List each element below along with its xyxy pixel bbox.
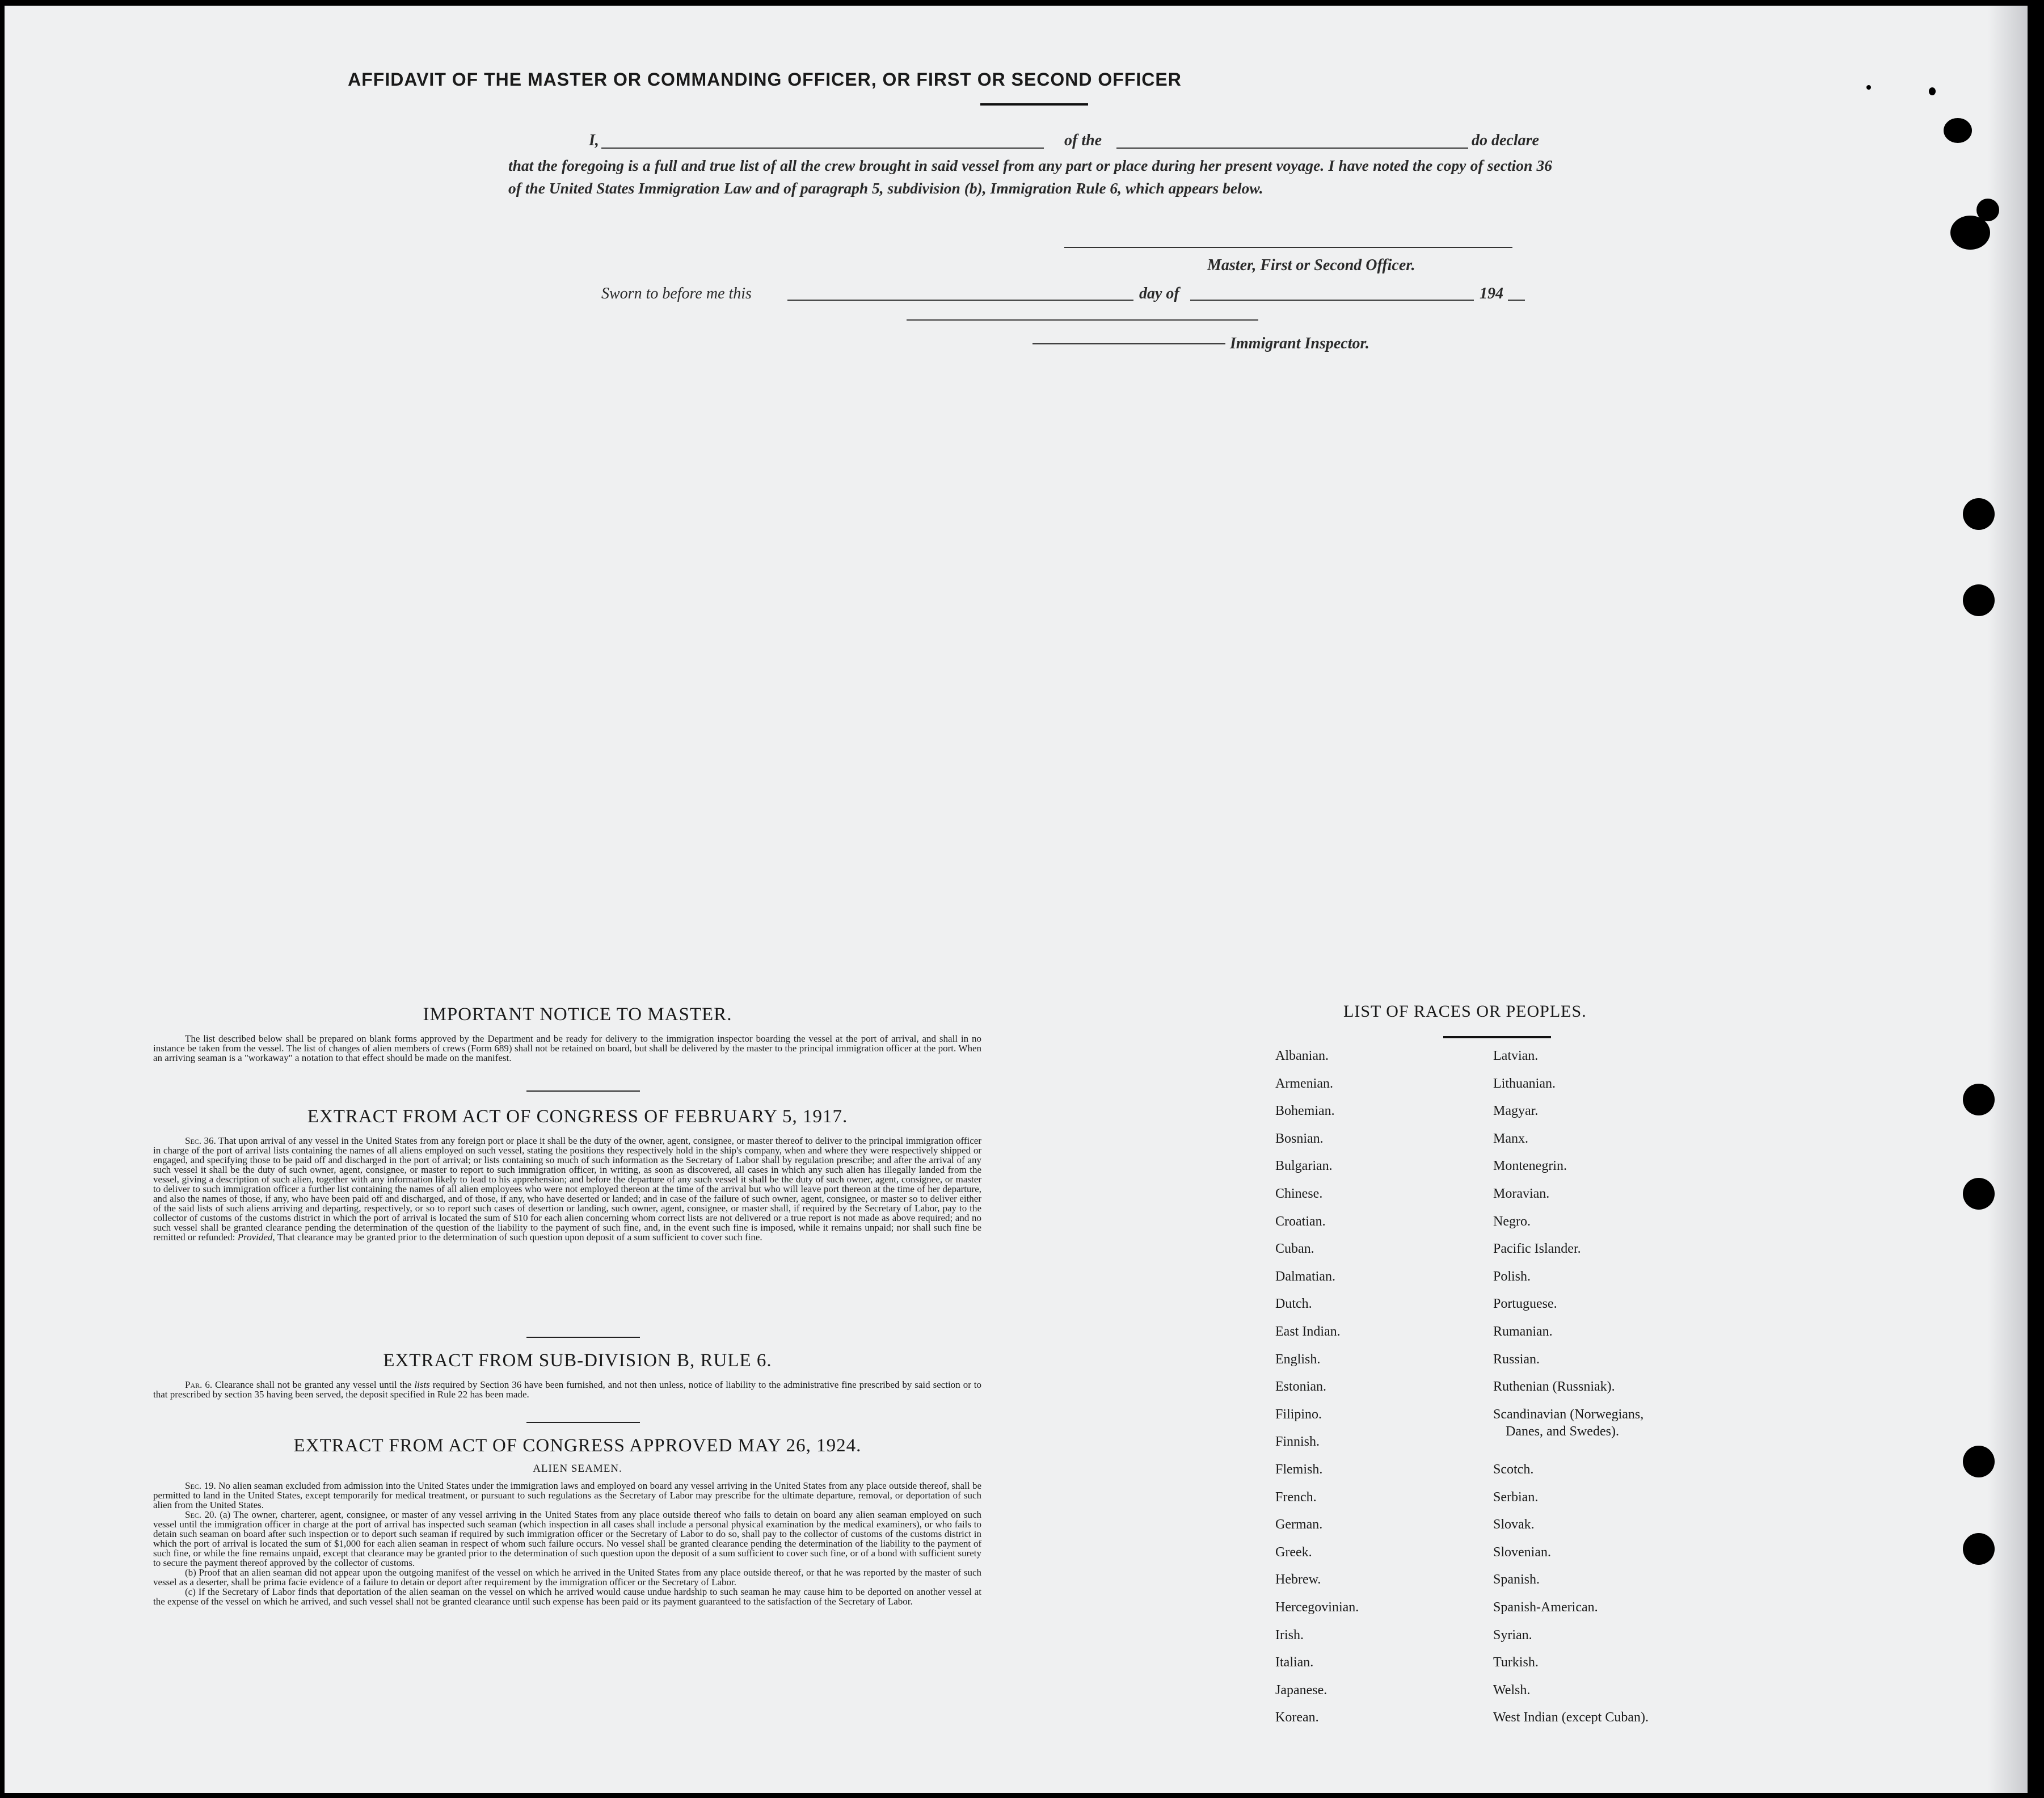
race-item: Portuguese. (1493, 1296, 1557, 1312)
section-19-label: Sec. 19. (185, 1480, 216, 1491)
extract-1924-text (153, 1481, 981, 1606)
extract-rule6-text (153, 1380, 981, 1399)
rule6-text-a: Clearance shall not be granted any vessel until the (215, 1379, 412, 1390)
race-item: Dutch. (1275, 1296, 1312, 1312)
extract-1924-title: EXTRACT FROM ACT OF CONGRESS APPROVED MAY 26, 1924. (293, 1435, 862, 1456)
races-title: LIST OF RACES OR PEOPLES. (1343, 1002, 1587, 1021)
extract-rule6-title: EXTRACT FROM SUB-DIVISION B, RULE 6. (383, 1350, 772, 1371)
race-item: German. (1275, 1517, 1323, 1532)
paragraph-label: Par. 6. (185, 1379, 213, 1390)
signature-label: Master, First or Second Officer. (1207, 256, 1415, 274)
name-blank-line[interactable] (601, 148, 1044, 149)
race-item: Rumanian. (1493, 1324, 1553, 1339)
race-item: Magyar. (1493, 1104, 1539, 1119)
race-item: Spanish. (1493, 1572, 1540, 1588)
affidavit-i-label: I, (589, 132, 599, 149)
ink-speck (1866, 85, 1871, 90)
race-item: Finnish. (1275, 1434, 1320, 1450)
sworn-day-line[interactable] (787, 300, 1133, 301)
section-20c-text: (c) If the Secretary of Labor finds that deportation of the alien seaman on the vessel on which he arrived would cause undue hardship to such seaman he may cause him to be deported on another vessel at the expense of the vessel on which he arrived, and such vessel shall not be granted clearance until such expense has been paid or its payment guaranteed to the satisfaction of the Secretary of Labor. (153, 1586, 981, 1607)
section-36-text: That upon arrival of any vessel in the United States from any foreign port or place it shall be the duty of the owner, agent, consignee, or master thereof to deliver to the principal immigration officer in charge of the port of arrival lists containing the names of all aliens employed on such vessel, stating the positions they respectively hold in the ship's company, when and where they were respectively shipped or engaged, and specifying those to be paid off and discharged in the port of arrival; or lists containing so much of such information as the Secretary of Labor shall by regulation prescribe; and after the arrival of any such vessel it shall be the duty of such owner, agent, consignee, or master to report to such immigration officer, in writing, as soon as discovered, all cases in which any such alien has illegally landed from the vessel, giving a description of such alien, together with any information likely to lead to his apprehension; and before the departure of any such vessel it shall be the duty of such owner, agent, consignee, or master to deliver to such immigration officer a further list containing the names of all alien employees who were not employed thereon at the time of the arrival but who will leave port thereon at the time of her departure, and also the names of those, if any, who have been paid off and discharged, and of those, if any, who have deserted or landed; and in case of the failure of such owner, agent, consignee, or master so to deliver either of the said lists of such aliens arriving and departing, respectively, or so to report such cases of desertion or landing, such owner, agent, consignee, or master shall, if required by the Secretary of Labor, pay to the collector of customs of the customs district in which the port of arrival is located the sum of $10 for each alien concerning whom correct lists are not delivered or a true report is not made as above required; and no such vessel shall be granted clearance pending the determination of the question of the liability to the payment of such fine, and, in the event such fine is imposed, while it remains unpaid; nor shall such fine be remitted or refunded: (153, 1135, 981, 1243)
affidavit-of-the-label: of the (1064, 132, 1102, 149)
signature-line[interactable] (1064, 247, 1512, 248)
extract-1917-title: EXTRACT FROM ACT OF CONGRESS OF FEBRUARY 5, 1917. (307, 1106, 848, 1127)
inspector-label: Immigrant Inspector. (1230, 335, 1369, 352)
affidavit-title: AFFIDAVIT OF THE MASTER OR COMMANDING OFFICER, OR FIRST OR SECOND OFFICER (348, 69, 1182, 90)
section-19-text: No alien seaman excluded from admission into the United States under the immigration laws and employed on board any vessel arriving in the United States from any place outside thereof, shall be permitted to land in the United States, except temporarily for medical treatment, or pursuant to such regulations as the Secretary of Labor may prescribe for the ultimate departure, removal, or deportation of such alien from the United States. (153, 1480, 981, 1510)
provided-word: Provided, (237, 1232, 275, 1243)
race-item: Slovak. (1493, 1517, 1535, 1532)
sworn-label: Sworn to before me this (601, 285, 752, 302)
race-item: Korean. (1275, 1710, 1319, 1725)
race-item: Danes, and Swedes). (1506, 1424, 1619, 1439)
year-label: 194 (1480, 285, 1503, 302)
year-line[interactable] (1508, 300, 1525, 301)
divider (526, 1422, 640, 1423)
race-item: Scotch. (1493, 1462, 1534, 1477)
race-item: Moravian. (1493, 1186, 1550, 1201)
section-20b-text: (b) Proof that an alien seaman did not appear upon the outgoing manifest of the vessel on which he arrived in the United States from any place outside thereof, or that he was reported by the master of such vessel as a deserter, shall be prima facie evidence of a failure to detain or deport after requirement by the immigration officer or the Secretary of Labor. (153, 1567, 981, 1588)
extract-1917-text (153, 1136, 981, 1242)
race-item: Armenian. (1275, 1076, 1333, 1091)
inspector-line-1[interactable] (907, 319, 1258, 321)
race-item: Croatian. (1275, 1214, 1326, 1229)
notice-text (153, 1034, 981, 1063)
section-36-text-end: That clearance may be granted prior to the determination of such question upon deposit of a sum sufficient to cover such fine. (277, 1232, 762, 1243)
race-item: Montenegrin. (1493, 1159, 1567, 1174)
race-item: Greek. (1275, 1544, 1312, 1560)
month-line[interactable] (1190, 300, 1474, 301)
notice-title: IMPORTANT NOTICE TO MASTER. (423, 1004, 732, 1025)
day-of-label: day of (1139, 285, 1179, 302)
vessel-blank-line[interactable] (1116, 148, 1468, 149)
document-page (5, 6, 2028, 1793)
race-item: Negro. (1493, 1214, 1531, 1229)
race-item: Spanish-American. (1493, 1600, 1598, 1615)
title-rule (980, 103, 1088, 106)
race-item: Hercegovinian. (1275, 1600, 1359, 1615)
race-item: West Indian (except Cuban). (1493, 1710, 1649, 1725)
rule6-text-b: required by Section 36 have been furnished, and not then unless, notice of liability to the administrative fine prescribed by said section or to that prescribed by section 35 having been served, the deposit specified in Rule 22 has been made. (153, 1379, 982, 1400)
affidavit-declare-label: do declare (1472, 132, 1539, 149)
alien-seamen-subtitle: ALIEN SEAMEN. (533, 1463, 622, 1475)
section-20a-text: (a) The owner, charterer, agent, consignee, or master of any vessel arriving in the United States from any place outside thereof who fails to detain on board any alien seaman employed on such vessel until the immigration officer in charge at the port of arrival has inspected such seaman (which inspection in all cases shall include a personal physical examination by the medical examiners), or who fails to detain such seaman on board after such inspection or to deport such seaman if required by such immigration officer or the Secretary of Labor to do so, shall pay to the collector of customs of the customs district in which the port of arrival is located the sum of $1,000 for each alien seaman in respect of whom such failure occurs. No vessel shall be granted clearance pending the determination of the liability to the payment of such fine, or while the fine remains unpaid, except that clearance may be granted prior to the determination of such question upon the deposit of a sum sufficient to cover such fine, or of a bond with sufficient surety to secure the payment thereof approved by the collector of customs. (153, 1509, 981, 1568)
ink-speck (1929, 87, 1936, 95)
race-item: East Indian. (1275, 1324, 1341, 1339)
lists-word: lists (414, 1379, 430, 1390)
race-item: Scandinavian (Norwegians, (1493, 1407, 1644, 1422)
page-edge-shadow (1988, 6, 2028, 1793)
race-item: Italian. (1275, 1655, 1314, 1670)
race-item: Bosnian. (1275, 1131, 1324, 1146)
punch-hole (1963, 1178, 1995, 1210)
race-item: Bulgarian. (1275, 1159, 1333, 1174)
race-item: Albanian. (1275, 1049, 1329, 1063)
punch-hole (1963, 498, 1995, 530)
race-item: Chinese. (1275, 1186, 1323, 1201)
race-item: Estonian. (1275, 1379, 1326, 1395)
inspector-line-2[interactable] (1032, 343, 1225, 344)
race-item: Polish. (1493, 1269, 1531, 1284)
section-label: Sec. 36. (185, 1135, 216, 1146)
race-item: Syrian. (1493, 1627, 1532, 1643)
races-title-rule (1443, 1036, 1551, 1038)
race-item: Japanese. (1275, 1682, 1327, 1698)
race-item: Welsh. (1493, 1682, 1531, 1698)
race-item: Russian. (1493, 1351, 1540, 1367)
race-item: Dalmatian. (1275, 1269, 1335, 1284)
notice-paragraph: The list described below shall be prepared on blank forms approved by the Department and be ready for delivery to the immigration inspector boarding the vessel at the port of arrival, and shall in no instance be taken from the vessel. The list of changes of alien members of crews (Form 689) shall not be retained on board, but shall be delivered by the master to the principal immigration officer at the port. When an arriving seaman is a "workaway" a notation to that effect should be made on the manifest. (153, 1033, 981, 1063)
race-item: Pacific Islander. (1493, 1241, 1581, 1257)
section-20-label: Sec. 20. (185, 1509, 217, 1520)
race-item: Irish. (1275, 1627, 1304, 1643)
race-item: Turkish. (1493, 1655, 1539, 1670)
affidavit-body: that the foregoing is a full and true list of all the crew brought in said vessel from any part or place during her present voyage. I have noted the copy of section 36 of the United States Immigration Law and of paragraph 5, subdivision (b), Immigration Rule 6, which appears below. (508, 157, 1552, 197)
punch-hole (1963, 1533, 1995, 1565)
race-item: Latvian. (1493, 1049, 1539, 1063)
race-item: Flemish. (1275, 1462, 1323, 1477)
race-item: Slovenian. (1493, 1544, 1551, 1560)
race-item: Ruthenian (Russniak). (1493, 1379, 1615, 1395)
race-item: Bohemian. (1275, 1104, 1335, 1119)
race-item: Filipino. (1275, 1407, 1322, 1422)
ink-blot (1976, 199, 1999, 221)
race-item: Hebrew. (1275, 1572, 1321, 1588)
ink-blot (1944, 118, 1972, 143)
divider (526, 1090, 640, 1092)
punch-hole (1963, 1446, 1995, 1477)
race-item: French. (1275, 1489, 1317, 1505)
race-item: English. (1275, 1351, 1321, 1367)
divider (526, 1337, 640, 1338)
race-item: Serbian. (1493, 1489, 1539, 1505)
punch-hole (1963, 584, 1995, 616)
punch-hole (1963, 1084, 1995, 1115)
race-item: Lithuanian. (1493, 1076, 1556, 1091)
race-item: Cuban. (1275, 1241, 1314, 1257)
race-item: Manx. (1493, 1131, 1528, 1146)
